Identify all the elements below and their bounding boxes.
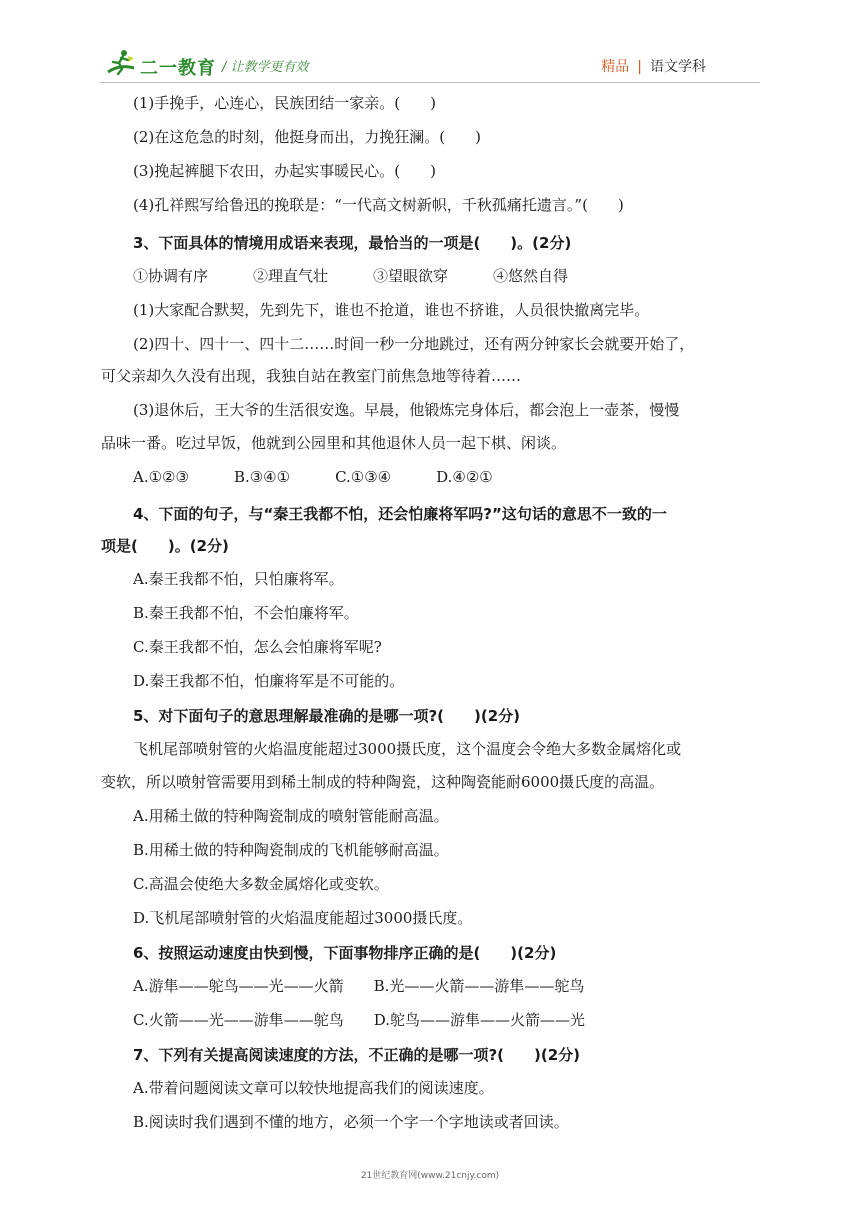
header-rule (100, 82, 760, 83)
text-line: 飞机尾部喷射管的火焰温度能超过3000摄氏度，这个温度会令绝大多数金属熔化或 (133, 740, 682, 758)
text-line: (3)退休后，王大爷的生活很安逸。早晨，他锻炼完身体后，都会泡上一壶茶，慢慢 (133, 401, 680, 419)
question-heading: 7、下列有关提高阅读速度的方法，不正确的是哪一项?( )(2分) (133, 1046, 580, 1064)
answer-option: B.秦王我都不怕，不会怕廉将军。 (133, 604, 359, 622)
logo (106, 46, 236, 80)
text-line: (2)四十、四十一、四十二……时间一秒一分地跳过，还有两分钟家长会就要开始了， (133, 335, 695, 353)
header-divider: | (637, 59, 642, 75)
question-heading: 项是( )。(2分) (101, 537, 229, 555)
answer-options: A.游隼——鸵鸟——光——火箭 B.光——火箭——游隼——鸵鸟 (133, 977, 585, 995)
answer-option: B.阅读时我们遇到不懂的地方，必须一个字一个字地读或者回读。 (133, 1113, 569, 1131)
answer-options: C.火箭——光——游隼——鸵鸟 D.鸵鸟——游隼——火箭——光 (133, 1011, 585, 1029)
answer-option: D.飞机尾部喷射管的火焰温度能超过3000摄氏度。 (133, 909, 473, 927)
answer-option: A.秦王我都不怕，只怕廉将军。 (133, 570, 344, 588)
runner-logo-icon (106, 48, 136, 78)
text-line: (2)在这危急的时刻，他挺身而出，力挽狂澜。( ) (133, 128, 481, 146)
question-heading: 4、下面的句子，与“秦王我都不怕，还会怕廉将军吗?”这句话的意思不一致的一 (133, 505, 667, 523)
answer-option: A.用稀土做的特种陶瓷制成的喷射管能耐高温。 (133, 807, 449, 825)
answer-option: B.用稀土做的特种陶瓷制成的飞机能够耐高温。 (133, 841, 449, 859)
premium-tag: 精品 (601, 59, 630, 75)
question-heading: 5、对下面句子的意思理解最准确的是哪一项?( )(2分) (133, 707, 520, 725)
question-heading: 3、下面具体的情境用成语来表现，最恰当的一项是( )。(2分) (133, 234, 572, 252)
text-line: 品味一番。吃过早饭，他就到公园里和其他退休人员一起下棋、闲谈。 (101, 434, 567, 452)
answer-option: D.秦王我都不怕，怕廉将军是不可能的。 (133, 672, 405, 690)
page-footer: 21世纪教育网(www.21cnjy.com) (360, 1171, 500, 1181)
logo-text: 二一教育 (140, 58, 216, 79)
text-line: (1)大家配合默契，先到先下，谁也不抢道，谁也不挤谁，人员很快撤离完毕。 (133, 301, 650, 319)
subject-tag: 语文学科 (650, 59, 706, 75)
answer-option: C.高温会使绝大多数金属熔化或变软。 (133, 875, 389, 893)
text-line: ①协调有序 ②理直气壮 ③望眼欲穿 ④悠然自得 (133, 267, 569, 285)
text-line: 变软，所以喷射管需要用到稀土制成的特种陶瓷，这种陶瓷能耐6000摄氏度的高温。 (101, 773, 665, 791)
answer-option: A.带着问题阅读文章可以较快地提高我们的阅读速度。 (133, 1079, 494, 1097)
answer-option: C.秦王我都不怕，怎么会怕廉将军呢? (133, 638, 382, 656)
text-line: 可父亲却久久没有出现，我独自站在教室门前焦急地等待着…… (101, 367, 522, 385)
page-header (0, 0, 860, 90)
answer-options: A.①②③ B.③④① C.①③④ D.④②① (133, 468, 493, 486)
text-line: (4)孔祥熙写给鲁迅的挽联是：“一代高文树新帜，千秋孤痛托遗言。”( ) (133, 196, 624, 214)
text-line: (1)手挽手，心连心，民族团结一家亲。( ) (133, 94, 436, 112)
slogan: / 让教学更有效 (222, 60, 309, 75)
question-heading: 6、按照运动速度由快到慢，下面事物排序正确的是( )(2分) (133, 944, 557, 962)
text-line: (3)挽起裤腿下农田，办起实事暖民心。( ) (133, 162, 436, 180)
header-tags (601, 56, 706, 76)
